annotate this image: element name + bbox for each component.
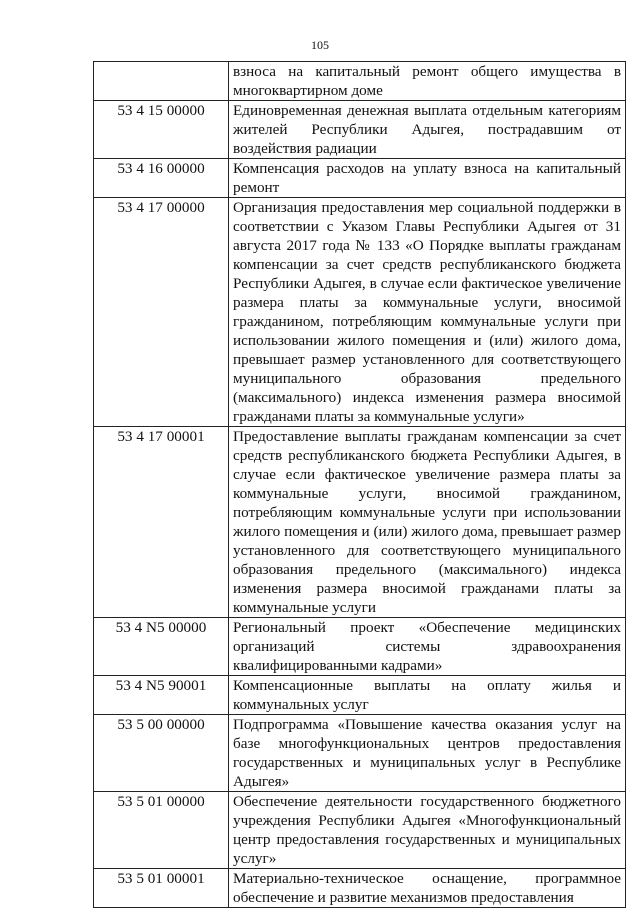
row-description: Подпрограмма «Повышение качества оказания услуг на базе многофункциональных центров предоставления государственных и муниципальных услуг в Республике Адыгея»: [229, 715, 626, 792]
row-description: Компенсация расходов на уплату взноса на капитальный ремонт: [229, 159, 626, 198]
row-description: Организация предоставления мер социальной поддержки в соответствии с Указом Главы Республики Адыгея от 31 августа 2017 года № 133 «О Порядке выплаты гражданам компенсации за счет средств республиканского бюджета Республики Адыгея, в случае если фактическое увеличение размера платы за коммунальные услуги, вносимой гражданином, потребляющим коммунальные услуги при использовании жилого помещения и (или) жилого дома, превышает размер установленного для соответствующего муниципального образования предельного (максимального) индекса изменения размера вносимой гражданами платы за коммунальные услуги»: [229, 198, 626, 427]
page-number: 105: [311, 38, 329, 52]
row-description: взноса на капитальный ремонт общего имущества в многоквартирном доме: [229, 62, 626, 101]
table-row: [94, 676, 626, 715]
table-row: [94, 715, 626, 792]
row-description: Компенсационные выплаты на оплату жилья и коммунальных услуг: [229, 676, 626, 715]
row-code: 53 4 17 00001: [94, 427, 229, 618]
row-description: Региональный проект «Обеспечение медицинских организаций системы здравоохранения квалифицированными кадрами»: [229, 618, 626, 676]
row-description: Материально-техническое оснащение, программное обеспечение и развитие механизмов предоставления: [229, 869, 626, 908]
table-row: [94, 618, 626, 676]
row-code: 53 4 16 00000: [94, 159, 229, 198]
row-code: 53 5 01 00001: [94, 869, 229, 908]
row-code: 53 4 17 00000: [94, 198, 229, 427]
table-row: [94, 62, 626, 101]
budget-classification-table: [93, 61, 626, 908]
table-row: [94, 869, 626, 908]
row-description: Предоставление выплаты гражданам компенсации за счет средств республиканского бюджета Республики Адыгея, в случае если фактическое увеличение размера платы за коммунальные услуги, вносимой гражданином, потребляющим коммунальные услуги при использовании жилого помещения и (или) жилого дома, превышает размер установленного для соответствующего муниципального образования предельного (максимального) индекса изменения размера вносимой гражданами платы за коммунальные услуги: [229, 427, 626, 618]
table-row: [94, 198, 626, 427]
row-code: 53 5 00 00000: [94, 715, 229, 792]
row-description: Единовременная денежная выплата отдельным категориям жителей Республики Адыгея, пострадавшим от воздействия радиации: [229, 101, 626, 159]
row-code: 53 4 N5 90001: [94, 676, 229, 715]
row-code: 53 4 N5 00000: [94, 618, 229, 676]
row-code: 53 4 15 00000: [94, 101, 229, 159]
row-code: [94, 62, 229, 101]
table-row: [94, 427, 626, 618]
row-description: Обеспечение деятельности государственного бюджетного учреждения Республики Адыгея «Многофункциональный центр предоставления государственных и муниципальных услуг»: [229, 792, 626, 869]
table-row: [94, 792, 626, 869]
table-row: [94, 159, 626, 198]
row-code: 53 5 01 00000: [94, 792, 229, 869]
table-row: [94, 101, 626, 159]
